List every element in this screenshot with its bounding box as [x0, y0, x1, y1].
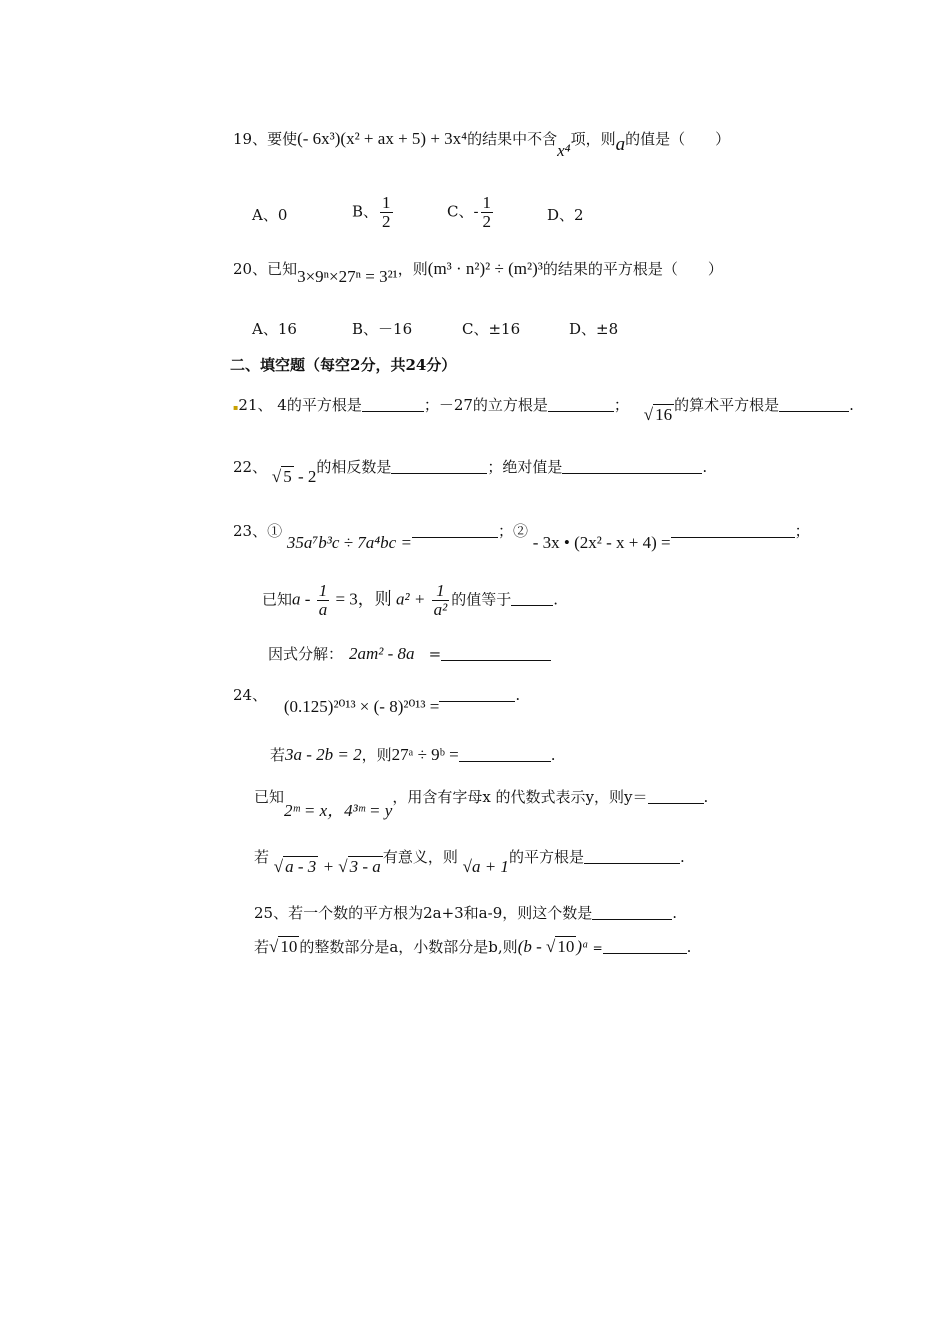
- q23-end: ；: [794, 522, 810, 540]
- q25-expr-close: )ᵃ: [576, 937, 589, 956]
- q24-line-2: [270, 744, 556, 765]
- q19-option-b-label: B、: [352, 202, 379, 221]
- q25-blank-2[interactable]: [603, 939, 687, 954]
- q24-radicand-2: 3 - a: [349, 857, 381, 876]
- q22-part2: 的相反数是: [316, 458, 392, 476]
- q19-option-c: [447, 194, 495, 231]
- q24-line4-expression: [274, 857, 383, 876]
- q21-part4: 的算术平方根是: [674, 396, 780, 414]
- q19-variable: a: [615, 134, 626, 155]
- q23-blank-4[interactable]: [441, 646, 551, 661]
- q23-expression-2: - 3x • (2x² - x + 4) =: [532, 533, 671, 552]
- q22-end: .: [702, 458, 708, 476]
- q23-fraction-1: [317, 582, 330, 619]
- q19-option-d: D、2: [547, 206, 584, 224]
- q24-blank-3[interactable]: [648, 789, 704, 804]
- q24-blank-4[interactable]: [584, 849, 680, 864]
- q24-line2-mid: ，则: [361, 746, 392, 764]
- q21-blank-3[interactable]: [779, 397, 849, 412]
- q24-line4-prefix: 若: [254, 848, 270, 866]
- q23-line2-prefix: 已知: [262, 590, 293, 609]
- q24-line4-suffix: 的平方根是: [508, 848, 584, 866]
- q24-line2-expression: 27ᵃ ÷ 9ᵇ =: [391, 745, 459, 764]
- section-2-title: 二、填空题（每空2分，共24分）: [230, 356, 457, 374]
- q25-line2-mid: 的整数部分是a，小数部分是b,则: [299, 938, 518, 956]
- q23-prefix: 23、①: [233, 522, 283, 540]
- q24-line3-end: .: [703, 788, 709, 806]
- q20-option-c: C、±16: [462, 320, 521, 338]
- q24-expression-1: (0.125)²⁰¹³ × (- 8)²⁰¹³ =: [283, 697, 440, 716]
- q21-part3: ；: [613, 396, 629, 414]
- fraction-denominator: a: [318, 599, 328, 619]
- q22-blank-1[interactable]: [391, 459, 487, 474]
- q23-blank-2[interactable]: [671, 523, 795, 538]
- q19-option-a: A、0: [252, 206, 288, 224]
- q19-expression: (- 6x³)(x² + ax + 5) + 3x⁴: [297, 129, 468, 148]
- q25-radicand: 10: [280, 937, 298, 956]
- q21-blank-1[interactable]: [362, 397, 424, 412]
- q24-blank-1[interactable]: [439, 687, 515, 702]
- q24-sqrt-1: √ a - 3: [273, 857, 317, 876]
- q24-line3-suffix: ，用含有字母x 的代数式表示y，则y＝: [392, 788, 648, 806]
- fraction-denominator: 2: [482, 211, 492, 231]
- q22-prefix: 22、: [233, 458, 268, 476]
- q24-prefix: 24、: [233, 686, 268, 704]
- q22-part3: ；绝对值是: [487, 458, 563, 476]
- fraction-numerator: 1: [318, 581, 328, 600]
- q23-line2-b: a² +: [396, 589, 430, 609]
- q24-line2-condition: 3a - 2b = 2: [285, 745, 362, 764]
- q25-line2-prefix: 若: [254, 938, 270, 956]
- q22-radicand: 5: [283, 467, 292, 486]
- q21-radicand: 16: [655, 405, 673, 424]
- q23-line-2: [262, 582, 558, 619]
- q23-line2-end: .: [553, 590, 559, 609]
- q25-expr-radicand: 10: [557, 937, 575, 956]
- q22-minus-two: - 2: [293, 467, 317, 486]
- q24-line3-prefix: 已知: [254, 788, 285, 806]
- q20-suffix: 的结果的平方根是（ ）: [542, 260, 723, 278]
- q19-mid2: 项，则: [570, 130, 616, 148]
- q23-line2-suffix: 的值等于: [451, 590, 512, 609]
- q24-radicand-1: a - 3: [285, 857, 317, 876]
- fraction-numerator: 1: [482, 193, 492, 212]
- q24-line4-end: .: [679, 848, 685, 866]
- q25-line1-end: .: [672, 904, 678, 922]
- q23-line3-expression: 2am² - 8a: [349, 644, 415, 663]
- q24-line-3: [254, 782, 709, 820]
- q22-blank-2[interactable]: [562, 459, 702, 474]
- q20-given: 3×9ⁿ×27ⁿ = 3²¹: [297, 267, 398, 286]
- q20-option-d: D、±8: [569, 320, 619, 338]
- question-19: [233, 128, 731, 160]
- q21-part2: ；－27的立方根是: [423, 396, 548, 414]
- q23-blank-1[interactable]: [412, 523, 498, 538]
- q25-line2-end: .: [686, 938, 692, 956]
- q20-prefix: 20、已知: [233, 260, 298, 278]
- q25-line1: 25、若一个数的平方根为2a+3和a-9，则这个数是: [254, 904, 593, 922]
- q23-line-3: [268, 643, 551, 664]
- q24-radicand-3: a + 1: [471, 857, 509, 876]
- q19-option-c-label: C、-: [447, 202, 479, 221]
- q25-line-2: [254, 936, 691, 957]
- q21-sqrt: √ 16: [643, 405, 673, 424]
- q23-line3-prefix: 因式分解：: [268, 645, 344, 663]
- q19-option-b: [352, 194, 395, 231]
- q25-expression: [518, 937, 589, 956]
- q19-suffix: 的值是（ ）: [625, 130, 731, 148]
- q24-plus: +: [318, 857, 339, 876]
- q24-line-4: [254, 846, 685, 876]
- marker-dot: ▪: [233, 403, 239, 412]
- q21-prefix: 21、 4的平方根是: [238, 396, 362, 414]
- q24-line2-prefix: 若: [270, 746, 286, 764]
- q24-blank-2[interactable]: [459, 747, 551, 762]
- q19-option-c-fraction: [481, 194, 494, 231]
- q24-line4-mid: 有意义，则: [382, 848, 458, 866]
- question-25: [254, 902, 677, 923]
- fraction-denominator: a²: [433, 599, 448, 619]
- q19-mid: 的结果中不含: [467, 130, 558, 148]
- q24-end-1: .: [515, 686, 521, 704]
- q19-option-b-fraction: [380, 194, 393, 231]
- q25-sqrt: √ 10: [269, 937, 298, 956]
- q25-line2-eq: =: [588, 941, 603, 955]
- question-20: [233, 258, 723, 286]
- q22-sqrt: √ 5: [271, 467, 292, 486]
- question-21: [233, 394, 854, 424]
- q20-option-a: A、16: [252, 320, 297, 338]
- fraction-denominator: 2: [382, 211, 391, 231]
- question-24: [233, 684, 521, 716]
- q23-line3-eq: =: [428, 645, 442, 663]
- q22-expression: [272, 467, 317, 486]
- q23-line2-eq: = 3，则: [331, 589, 397, 609]
- q23-expression-1: 35a⁷b³c ÷ 7a⁴bc =: [286, 533, 412, 552]
- q24-sqrt-2: √ 3 - a: [338, 857, 381, 876]
- q25-blank-1[interactable]: [592, 905, 672, 920]
- fraction-numerator: 1: [432, 582, 450, 601]
- q23-line2-a: a -: [292, 589, 315, 609]
- q20-option-b: B、－16: [352, 320, 413, 338]
- q20-expression: (m³ · n²)² ÷ (m²)³: [427, 259, 543, 278]
- q23-fraction-2: [432, 582, 450, 619]
- question-23: [233, 520, 810, 552]
- q25-expr-sqrt: √ 10: [546, 937, 575, 956]
- q23-blank-3[interactable]: [511, 591, 553, 606]
- q21-end: .: [849, 396, 854, 414]
- q19-prefix: 19、要使: [233, 130, 298, 148]
- q23-sep: ；②: [497, 522, 528, 540]
- fraction-numerator: 1: [382, 193, 391, 212]
- q24-line3-expression: 2ᵐ = x，4³ᵐ = y: [284, 801, 393, 820]
- q24-sqrt-3: √a + 1: [462, 857, 509, 876]
- q24-line2-end: .: [550, 746, 556, 764]
- q19-term: x⁴: [557, 141, 571, 160]
- q25-expr-open: (b -: [517, 937, 547, 956]
- q20-mid: ，则: [397, 260, 428, 278]
- q21-blank-2[interactable]: [548, 397, 614, 412]
- question-22: [233, 456, 708, 486]
